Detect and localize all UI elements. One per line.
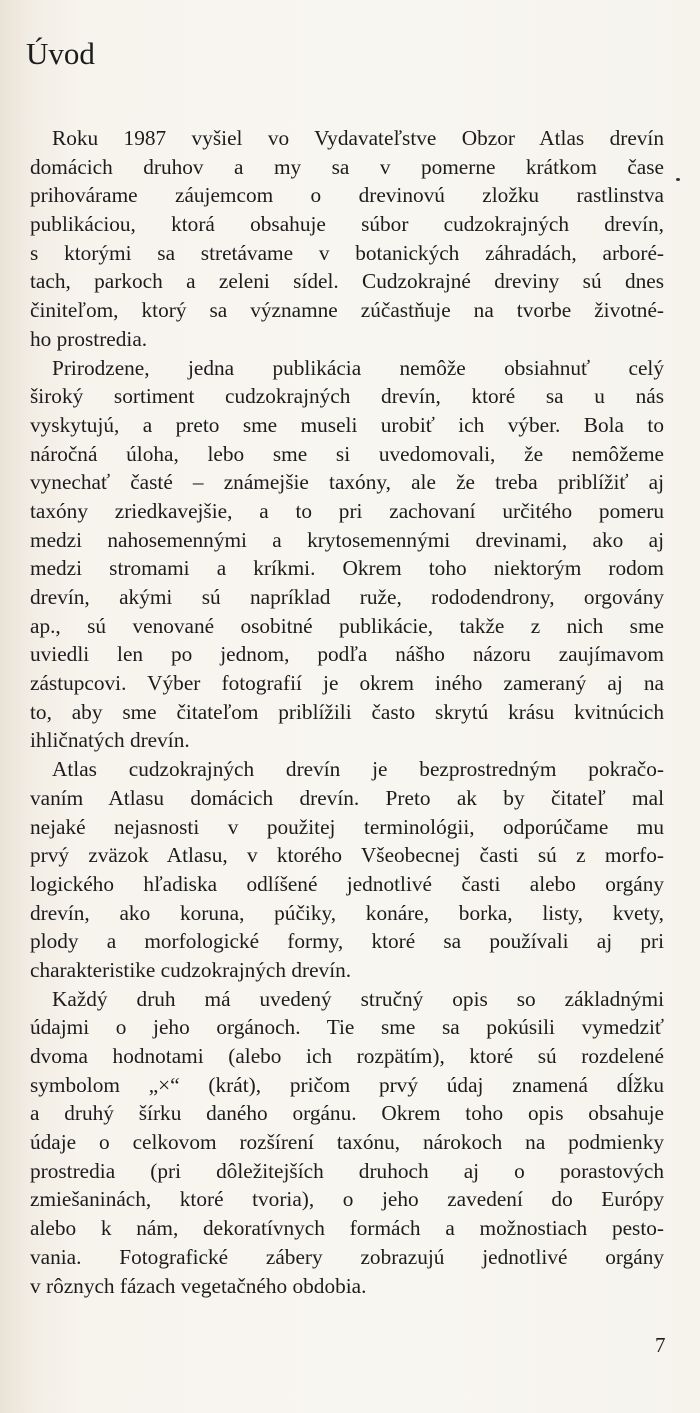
text-line: Každý druh má uvedený stručný opis so základnými — [52, 986, 664, 1011]
paragraph — [30, 354, 664, 756]
text-line: symbolom „×“ (krát), pričom prvý údaj znamená dĺžku — [30, 1072, 664, 1097]
text-line: domácich druhov a my sa v pomerne krátkom čase — [30, 154, 664, 179]
text-line: vyskytujú, a preto sme museli urobiť ich výber. Bola to — [30, 412, 664, 437]
text-line: to, aby sme čitateľom priblížili často skrytú krásu kvitnúcich — [30, 699, 664, 724]
text-line: uviedli len po jednom, podľa nášho názoru zaujímavom — [30, 642, 664, 667]
text-line: údaje o celkovom rozšírení taxónu, nárokoch na podmienky — [30, 1130, 664, 1155]
text-line: logického hľadiska odlíšené jednotlivé časti alebo orgány — [30, 871, 664, 896]
text-line: prihovárame záujemcom o drevinovú zložku rastlinstva — [30, 183, 664, 208]
page-title: Úvod — [26, 36, 95, 71]
text-line: alebo k nám, dekoratívnych formách a možnostiach pesto- — [30, 1216, 664, 1241]
text-line: vaním Atlasu domácich drevín. Preto ak by čitateľ mal — [30, 785, 664, 810]
text-line: činiteľom, ktorý sa významne zúčastňuje na tvorbe životné- — [30, 298, 664, 323]
text-line: vania. Fotografické zábery zobrazujú jednotlivé orgány — [30, 1244, 664, 1269]
text-line: ap., sú venované osobitné publikácie, takže z nich sme — [30, 613, 664, 638]
text-line: ihličnatých drevín. — [30, 728, 190, 753]
text-line: Prirodzene, jedna publikácia nemôže obsiahnuť celý — [52, 355, 664, 380]
paragraph — [30, 124, 664, 354]
body-text — [30, 124, 664, 1300]
text-line: publikáciou, ktorá obsahuje súbor cudzokrajných drevín, — [30, 212, 664, 237]
text-line: drevín, akými sú napríklad ruže, rododendrony, orgovány — [30, 585, 664, 609]
text-line: zástupcovi. Výber fotografií je okrem iného zameraný aj na — [30, 671, 664, 696]
text-line: a druhý šírku daného orgánu. Okrem toho opis obsahuje — [30, 1101, 664, 1126]
text-line: prostredia (pri dôležitejších druhoch aj o porastových — [30, 1158, 664, 1183]
text-line: prvý zväzok Atlasu, v ktorého Všeobecnej časti sú z morfo- — [30, 843, 664, 868]
text-line: údajmi o jeho orgánoch. Tie sme sa pokúsili vymedziť — [30, 1015, 664, 1040]
text-line: dvoma hodnotami (alebo ich rozpätím), ktoré sú rozdelené — [30, 1044, 664, 1068]
paragraph — [30, 755, 664, 985]
text-line: medzi stromami a kríkmi. Okrem toho niektorým rodom — [30, 556, 664, 581]
text-line: ho prostredia. — [30, 326, 148, 351]
text-line: Roku 1987 vyšiel vo Vydavateľstve Obzor Atlas drevín — [52, 126, 664, 150]
text-line: v rôznych fázach vegetačného obdobia. — [30, 1273, 367, 1298]
text-line: zmiešaninách, ktoré tvoria), o jeho zavedení do Európy — [30, 1187, 664, 1212]
text-line: tach, parkoch a zeleni sídel. Cudzokrajné dreviny sú dnes — [30, 269, 664, 294]
text-line: drevín, ako koruna, púčiky, konáre, borka, listy, kvety, — [30, 900, 664, 925]
text-line: náročná úloha, lebo sme si uvedomovali, že nemôžeme — [30, 441, 664, 466]
text-line: plody a morfologické formy, ktoré sa používali aj pri — [30, 929, 664, 954]
text-line: nejaké nejasnosti v použitej terminológii, odporúčame mu — [30, 814, 664, 839]
paragraph — [30, 985, 664, 1301]
text-line: široký sortiment cudzokrajných drevín, ktoré sa u nás — [30, 384, 664, 409]
text-line: s ktorými sa stretávame v botanických záhradách, arboré- — [30, 240, 664, 265]
ink-speck — [676, 178, 680, 181]
text-line: medzi nahosemennými a krytosemennými drevinami, ako aj — [30, 527, 664, 552]
text-line: charakteristike cudzokrajných drevín. — [30, 957, 352, 982]
text-line: taxóny zriedkavejšie, a to pri zachovaní určitého pomeru — [30, 498, 664, 523]
page-number: 7 — [655, 1333, 666, 1357]
text-line: vynechať časté – známejšie taxóny, ale že treba priblížiť aj — [30, 470, 664, 495]
text-line: Atlas cudzokrajných drevín je bezprostredným pokračo- — [52, 757, 664, 782]
